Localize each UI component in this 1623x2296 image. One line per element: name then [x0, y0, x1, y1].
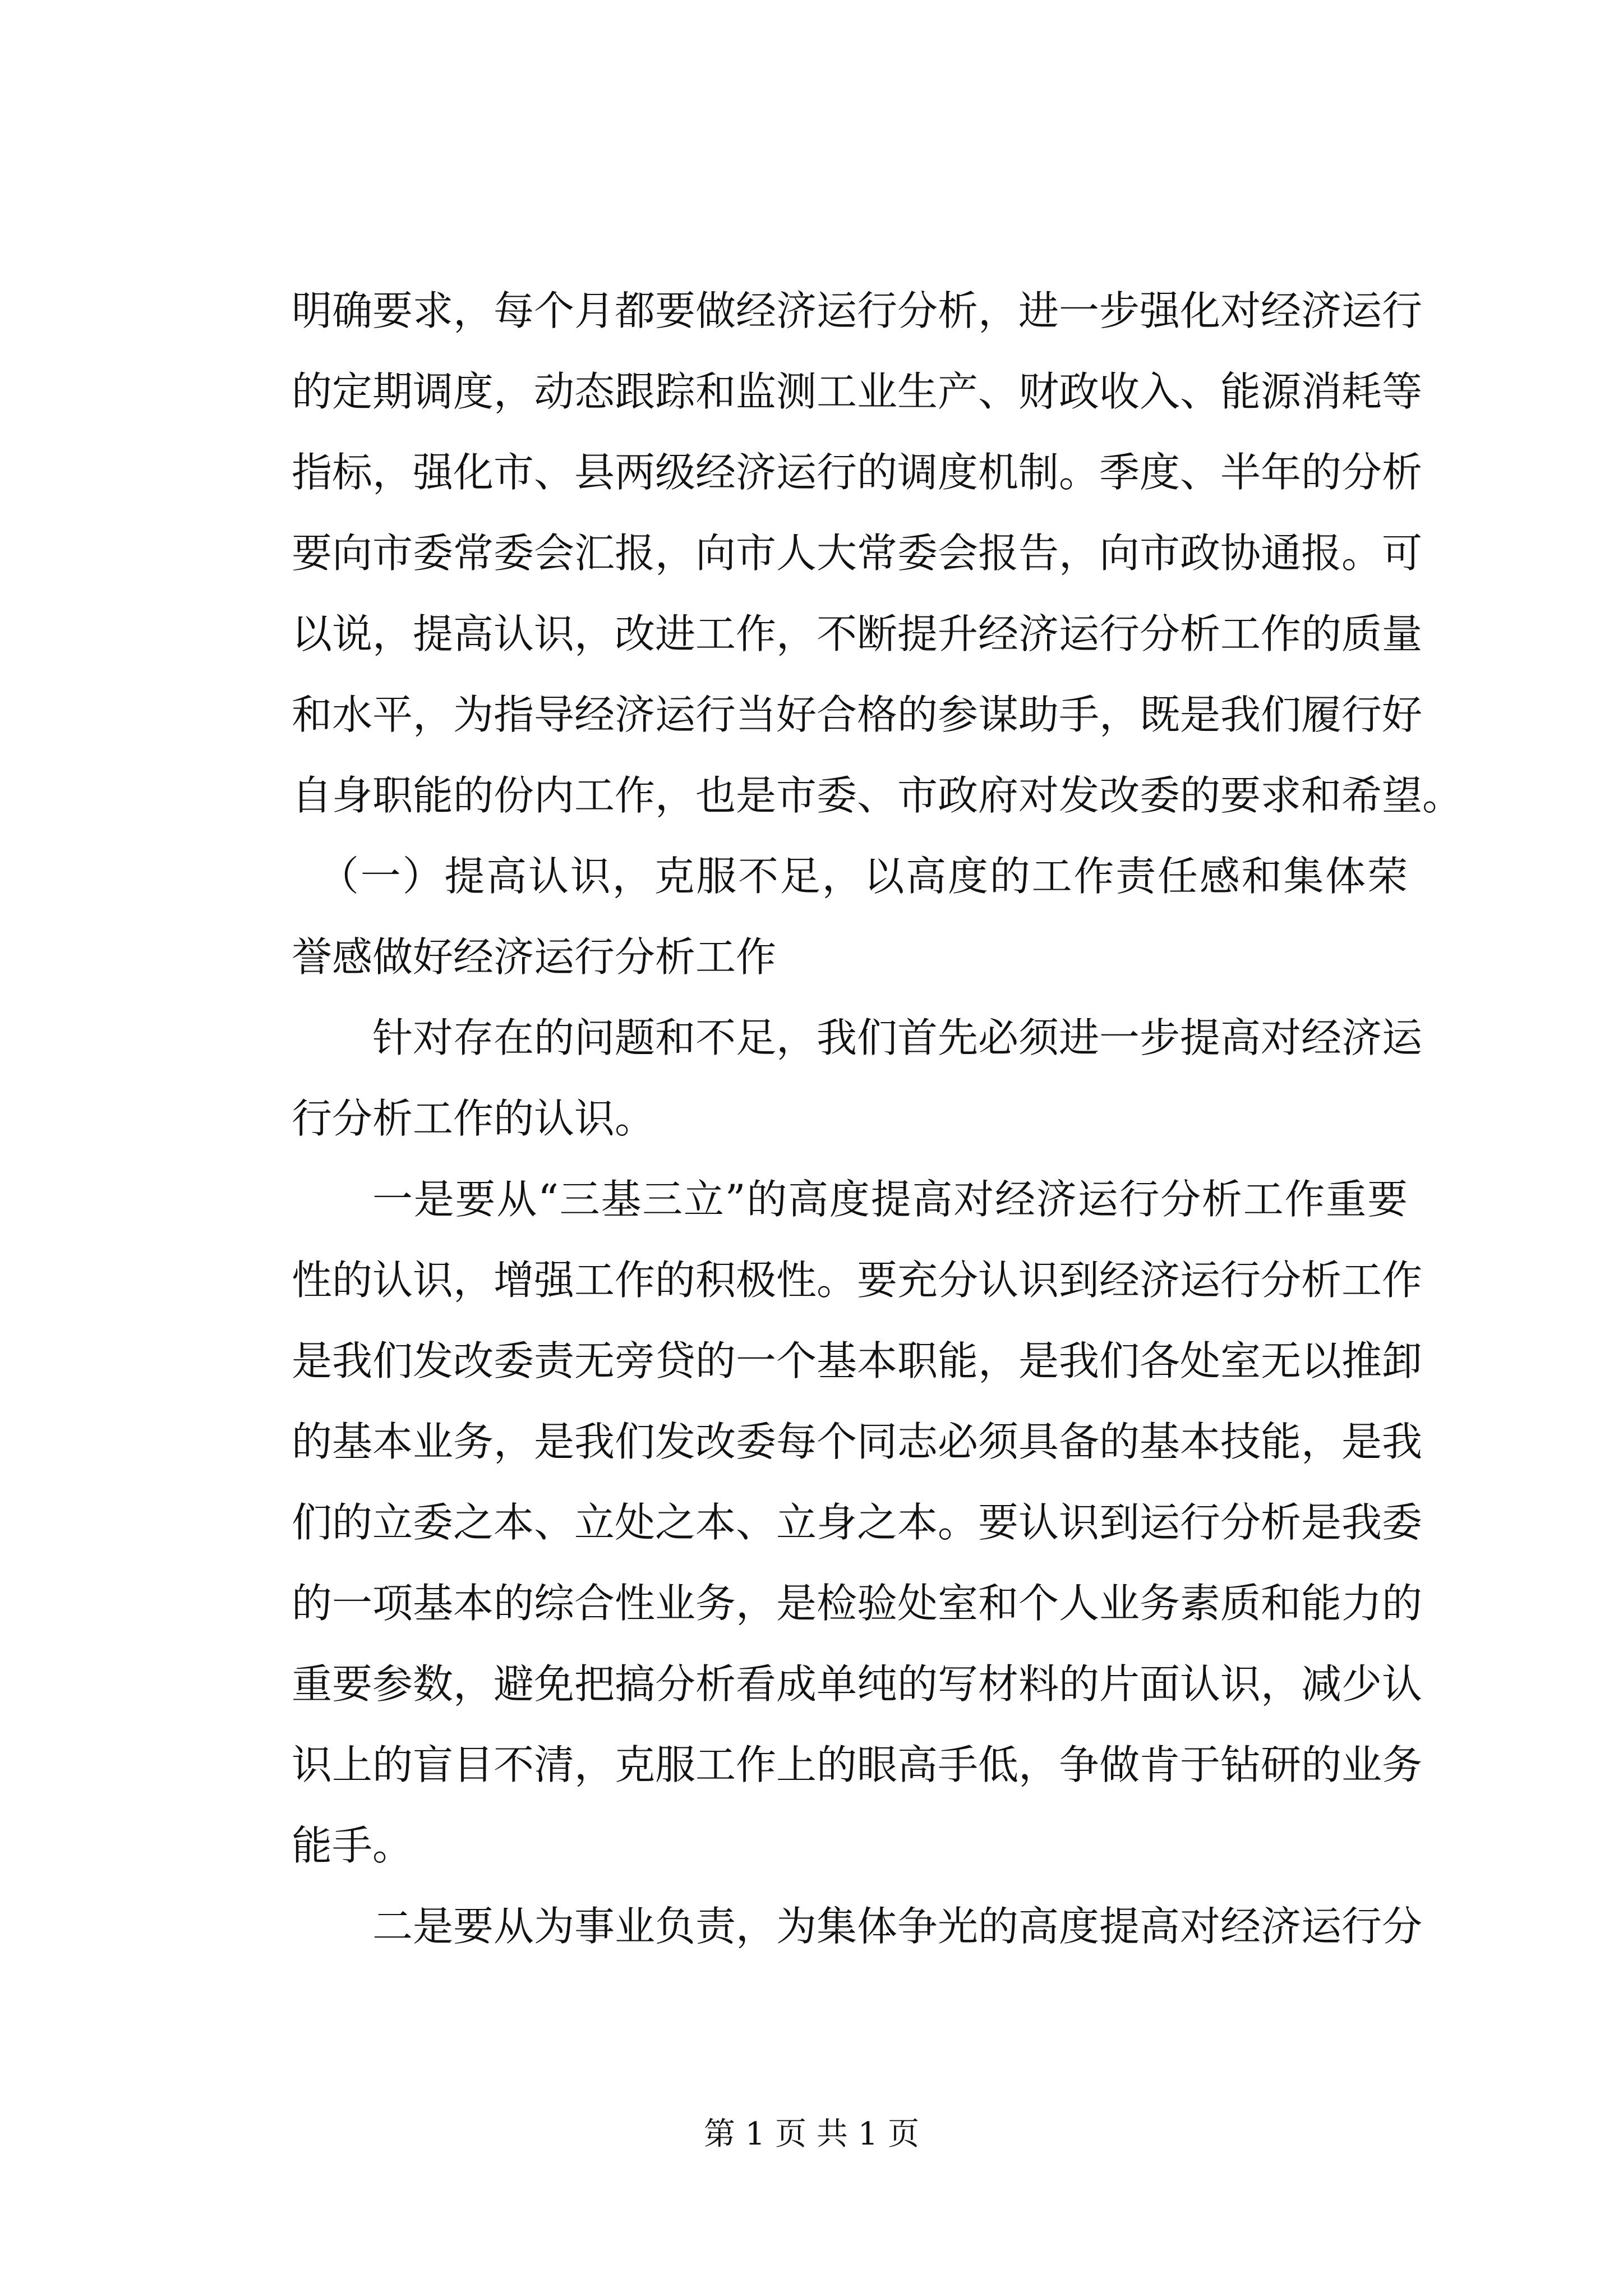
text-line: 指标，强化市、县两级经济运行的调度机制。季度、半年的分析	[292, 449, 1423, 496]
text-line: 识上的盲目不清，克服工作上的眼高手低，争做肯于钻研的业务	[292, 1741, 1423, 1788]
paragraph-start: 针对存在的问题和不足，我们首先必须进一步提高对经济运	[372, 1014, 1423, 1061]
section-heading: （一）提高认识，克服不足，以高度的工作责任感和集体荣	[319, 853, 1408, 900]
text-line: 重要参数，避免把搞分析看成单纯的写材料的片面认识，减少认	[292, 1660, 1423, 1708]
document-body	[292, 270, 1463, 1967]
text-line: 性的认识，增强工作的积极性。要充分认识到经济运行分析工作	[292, 1257, 1423, 1304]
text-line: 明确要求，每个月都要做经济运行分析，进一步强化对经济运行	[292, 287, 1423, 334]
text-line: 的一项基本的综合性业务，是检验处室和个人业务素质和能力的	[292, 1580, 1423, 1627]
text-line: 们的立委之本、立处之本、立身之本。要认识到运行分析是我委	[292, 1499, 1423, 1546]
text-line: 和水平，为指导经济运行当好合格的参谋助手，既是我们履行好	[292, 691, 1423, 738]
page-footer: 第 1 页 共 1 页	[703, 2116, 920, 2152]
text-line: 的定期调度，动态跟踪和监测工业生产、财政收入、能源消耗等	[292, 368, 1423, 415]
text-line: 以说，提高认识，改进工作，不断提升经济运行分析工作的质量	[292, 610, 1423, 657]
text-line: 能手。	[292, 1822, 413, 1869]
text-line: 是我们发改委责无旁贷的一个基本职能，是我们各处室无以推卸	[292, 1337, 1423, 1384]
text-line: 自身职能的份内工作，也是市委、市政府对发改委的要求和希望。	[292, 772, 1463, 819]
text-line: 行分析工作的认识。	[292, 1095, 656, 1142]
section-heading-continued: 誉感做好经济运行分析工作	[292, 933, 777, 981]
text-line: 的基本业务，是我们发改委每个同志必须具备的基本技能，是我	[292, 1418, 1423, 1465]
paragraph-start: 一是要从“三基三立”的高度提高对经济运行分析工作重要	[372, 1176, 1408, 1223]
text-line: 要向市委常委会汇报，向市人大常委会报告，向市政协通报。可	[292, 530, 1423, 577]
paragraph-start: 二是要从为事业负责，为集体争光的高度提高对经济运行分	[372, 1903, 1423, 1950]
